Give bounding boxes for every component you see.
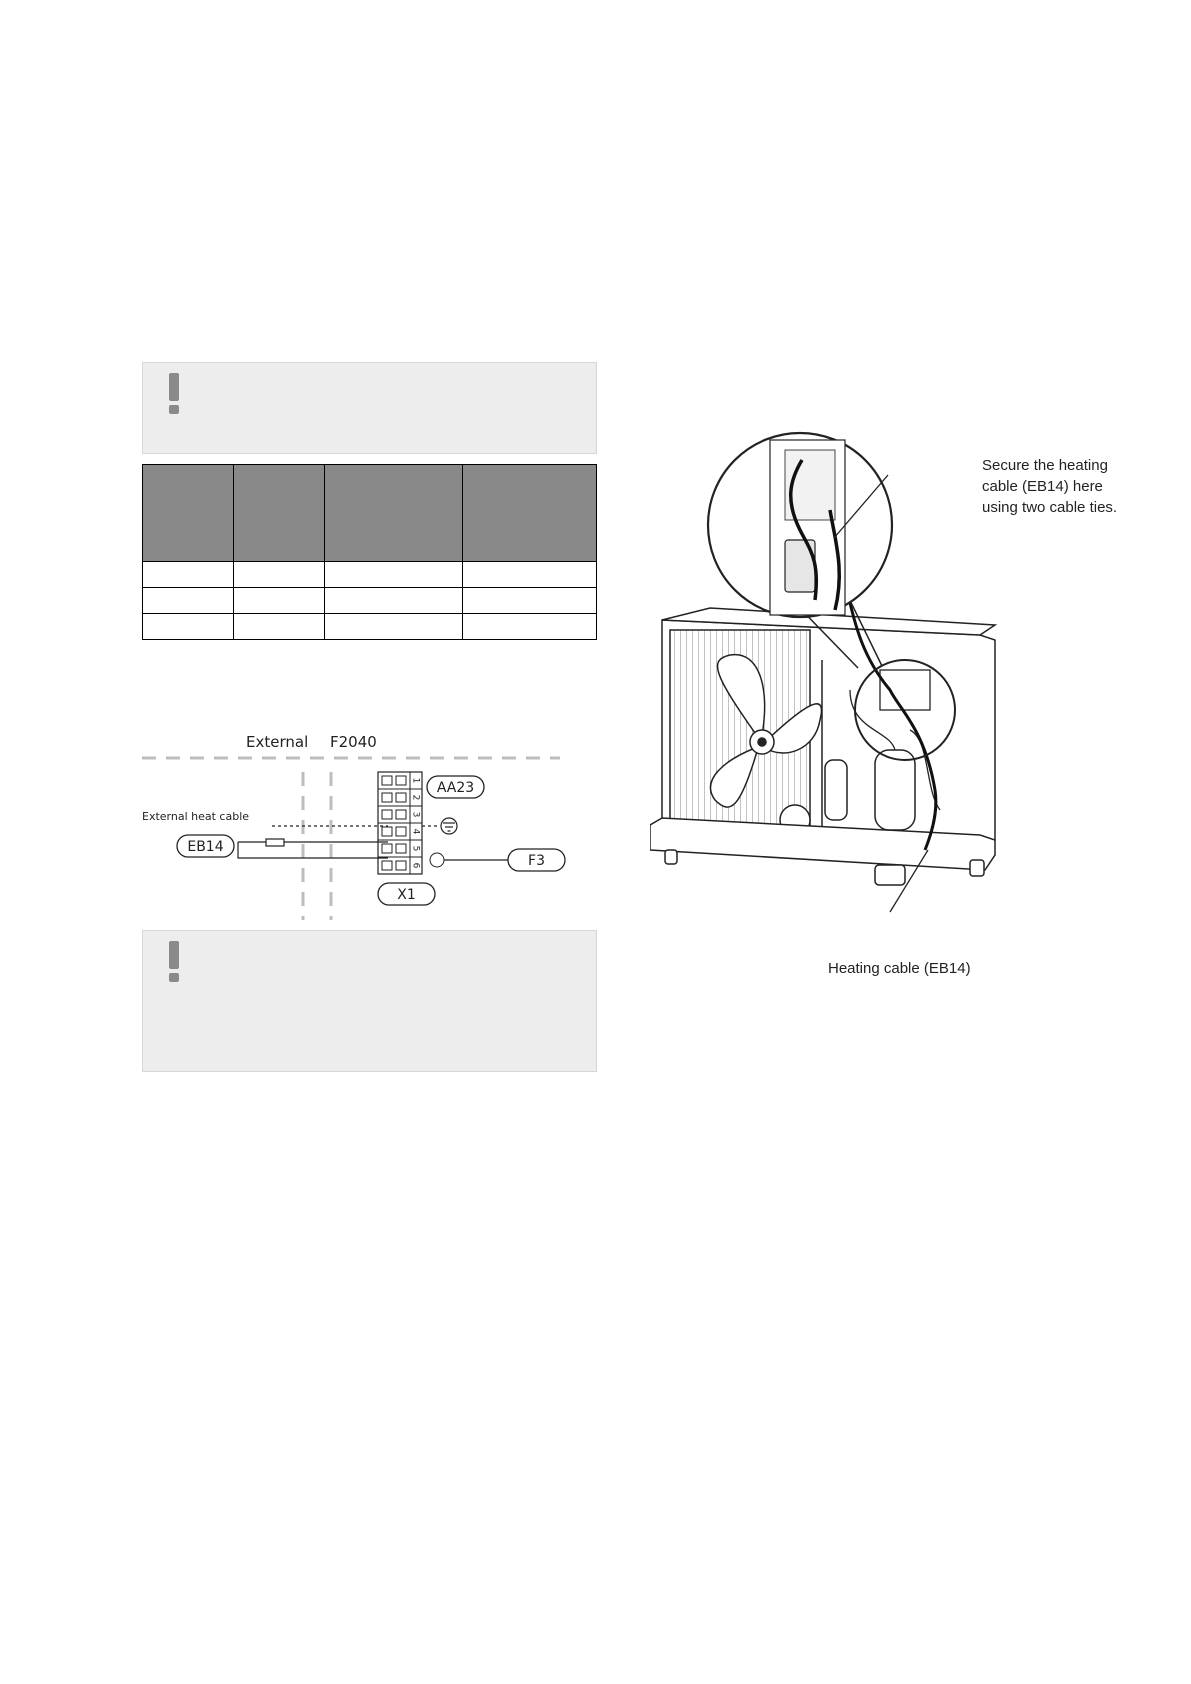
- table-row: [143, 562, 597, 588]
- table-header-cell: [143, 465, 234, 562]
- heater-wire: [238, 842, 388, 858]
- zone-label-f2040: F2040: [330, 733, 377, 751]
- table-row: [143, 614, 597, 640]
- table-header-cell: [234, 465, 325, 562]
- table-header-cell: [463, 465, 597, 562]
- spec-table: [142, 464, 597, 640]
- terminal-screw: [396, 861, 406, 870]
- tag-eb14-label: EB14: [187, 839, 224, 855]
- terminal-screw: [382, 793, 392, 802]
- terminal-screw: [382, 861, 392, 870]
- terminal-number: 4: [410, 828, 421, 835]
- terminal-screw: [382, 776, 392, 785]
- zone-label-external: External: [246, 733, 309, 751]
- terminal-screw: [396, 827, 406, 836]
- fuse-symbol: [430, 853, 444, 867]
- terminal-number: 1: [410, 777, 421, 784]
- terminal-screw: [382, 844, 392, 853]
- callout-line: Secure the heating: [982, 457, 1108, 474]
- ground-icon: [441, 818, 457, 834]
- tag-x1-label: X1: [397, 887, 416, 903]
- terminal-screw: [396, 793, 406, 802]
- caution-note-bottom: [142, 930, 597, 1072]
- callout-heating-cable: Heating cable (EB14): [828, 960, 971, 977]
- table-row: [143, 588, 597, 614]
- table-header-cell: [325, 465, 463, 562]
- heat-pump-illustration: [650, 430, 1000, 970]
- terminal-screw: [382, 827, 392, 836]
- external-heat-cable-label: External heat cable: [142, 810, 250, 823]
- terminal-number: 5: [410, 845, 421, 852]
- table-header-row: [143, 465, 597, 562]
- terminal-number: 6: [410, 862, 421, 869]
- exclamation-icon: [167, 941, 181, 983]
- terminal-screw: [382, 810, 392, 819]
- callout-line: using two cable ties.: [982, 499, 1118, 516]
- detail-magnified-view: [708, 433, 892, 617]
- exclamation-icon: [167, 373, 181, 415]
- terminal-screw: [396, 844, 406, 853]
- caution-note-top: [142, 362, 597, 454]
- terminal-number: 3: [410, 811, 421, 818]
- terminal-block-x1: [378, 772, 422, 874]
- wiring-diagram: [130, 720, 590, 920]
- terminal-number: 2: [410, 794, 421, 801]
- terminal-screw: [396, 776, 406, 785]
- tag-aa23-label: AA23: [436, 780, 475, 796]
- callout-secure-cable: [982, 455, 1117, 518]
- tag-f3-label: F3: [528, 853, 545, 869]
- heating-element-symbol: [266, 839, 284, 846]
- callout-line: cable (EB14) here: [982, 478, 1103, 495]
- terminal-screw: [396, 810, 406, 819]
